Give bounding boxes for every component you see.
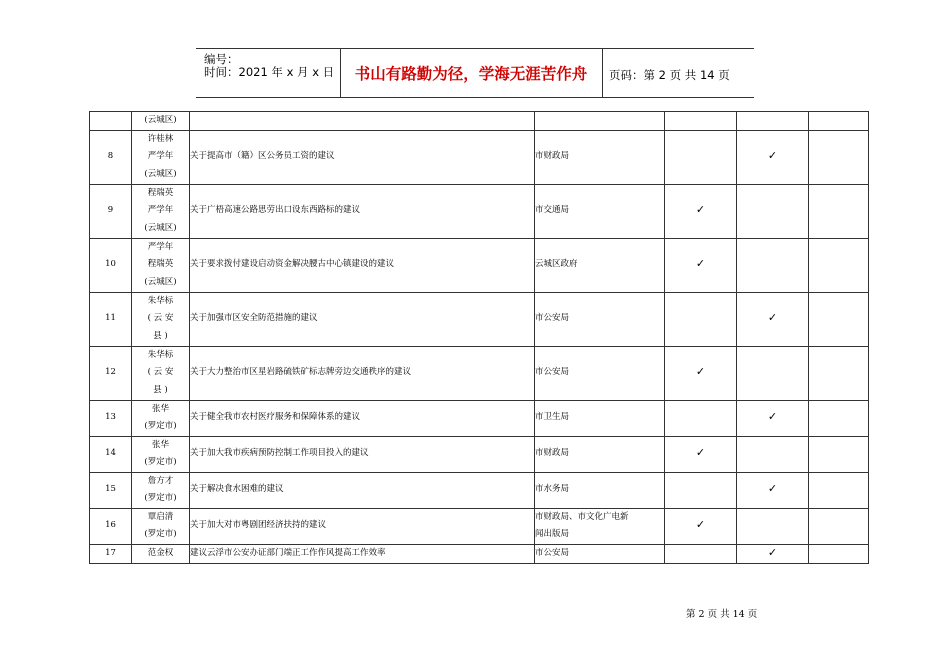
proposer-line: ( 云 安 — [147, 313, 174, 324]
check-cell — [665, 346, 737, 400]
handling-unit-line: 市公安局 — [535, 313, 570, 324]
checkmark-icon: ✓ — [767, 409, 778, 423]
table-row — [90, 292, 869, 346]
empty-cell — [809, 112, 869, 131]
proposer-line: (罗定市) — [144, 457, 177, 467]
footer-page-number: 第 2 页 共 14 页 — [686, 609, 758, 620]
handling-unit-cell — [535, 292, 665, 346]
proposer-line: 程瑞英 — [147, 187, 174, 198]
row-number: 17 — [90, 544, 132, 564]
checkmark-icon: ✓ — [767, 481, 778, 495]
empty-cell — [809, 544, 869, 564]
table-row — [90, 544, 869, 564]
proposer-cell — [132, 508, 190, 544]
handling-unit-line: 市卫生局 — [535, 412, 570, 423]
row-number: 12 — [90, 346, 132, 400]
check-cell — [665, 400, 737, 436]
table-row — [90, 508, 869, 544]
proposer-line: (罗定市) — [144, 493, 177, 503]
table-row — [90, 130, 869, 184]
proposer-line: (罗定市) — [144, 529, 177, 539]
handling-unit-line: 市交通局 — [535, 205, 570, 216]
checkmark-icon: ✓ — [695, 445, 706, 459]
proposer-line: (罗定市) — [144, 421, 177, 431]
proposer-line: 詹方才 — [147, 475, 174, 486]
proposal-title: 关于要求拨付建设启动资金解决腰古中心镇建设的建议 — [190, 238, 535, 292]
proposer-line: 严学年 — [147, 151, 174, 162]
check-cell — [737, 400, 809, 436]
check-cell — [665, 130, 737, 184]
check-cell — [665, 508, 737, 544]
proposer-line: 严学年 — [147, 205, 174, 216]
table-row — [90, 112, 869, 131]
handling-unit-cell — [535, 184, 665, 238]
handling-unit-cell — [535, 472, 665, 508]
checkmark-icon: ✓ — [695, 202, 706, 216]
check-cell — [665, 184, 737, 238]
row-number: 14 — [90, 436, 132, 472]
header-motto: 书山有路勤为径，学海无涯苦作舟 — [340, 49, 603, 97]
proposal-title: 关于广梧高速公路思劳出口设东西路标的建议 — [190, 184, 535, 238]
check-cell — [665, 292, 737, 346]
proposer-line: 县 ) — [153, 384, 168, 395]
proposal-title: 关于提高市（籍）区公务员工资的建议 — [190, 130, 535, 184]
header-meta — [196, 49, 341, 97]
table-row — [90, 472, 869, 508]
handling-unit-line: 市财政局 — [535, 448, 570, 459]
table-row — [90, 346, 869, 400]
table-row — [90, 238, 869, 292]
proposer-line: 程瑞英 — [147, 259, 174, 270]
proposer-cell — [132, 184, 190, 238]
check-cell — [737, 130, 809, 184]
handling-unit-cell — [535, 544, 665, 564]
proposer-line: 严学年 — [147, 241, 174, 252]
proposer-cell — [132, 472, 190, 508]
checkmark-icon: ✓ — [767, 545, 778, 559]
check-cell — [737, 184, 809, 238]
check-cell — [737, 436, 809, 472]
check-cell — [665, 238, 737, 292]
empty-cell — [809, 400, 869, 436]
proposer-line: (云城区) — [144, 222, 177, 233]
proposer-line: 张华 — [151, 439, 169, 450]
check-cell — [737, 112, 809, 131]
proposer-cell — [132, 436, 190, 472]
empty-cell — [809, 238, 869, 292]
checkmark-icon: ✓ — [695, 517, 706, 531]
handling-unit-line: 云城区政府 — [535, 259, 578, 270]
document-time-label: 时间：2021 年 x 月 x 日 — [204, 65, 335, 79]
proposer-line: 许桂林 — [147, 133, 174, 144]
proposal-title: 关于加大对市粤剧团经济扶持的建议 — [190, 508, 535, 544]
proposer-line: ( 云 安 — [147, 367, 174, 378]
checkmark-icon: ✓ — [767, 148, 778, 162]
proposer-line: 朱华标 — [147, 295, 174, 306]
header-page-label: 页码：第 2 页 共 14 页 — [609, 68, 730, 82]
row-number: 9 — [90, 184, 132, 238]
handling-unit-line: 市水务局 — [535, 484, 570, 495]
check-cell — [665, 544, 737, 564]
check-cell — [737, 472, 809, 508]
proposal-title — [190, 112, 535, 131]
proposal-title: 关于加强市区安全防范措施的建议 — [190, 292, 535, 346]
proposer-cell — [132, 238, 190, 292]
check-cell — [737, 238, 809, 292]
handling-unit-cell — [535, 346, 665, 400]
handling-unit-cell — [535, 436, 665, 472]
row-number: 15 — [90, 472, 132, 508]
proposer-cell — [132, 400, 190, 436]
proposer-line: (云城区) — [144, 276, 177, 287]
proposer-cell — [132, 112, 190, 131]
proposal-title: 关于健全我市农村医疗服务和保障体系的建议 — [190, 400, 535, 436]
proposer-line: 覃启清 — [147, 511, 174, 522]
empty-cell — [809, 436, 869, 472]
empty-cell — [809, 346, 869, 400]
handling-unit-line: 市公安局 — [535, 548, 570, 558]
table-row — [90, 184, 869, 238]
check-cell — [737, 292, 809, 346]
proposal-table — [89, 111, 869, 564]
proposer-line: 张华 — [151, 403, 169, 414]
checkmark-icon: ✓ — [695, 256, 706, 270]
handling-unit-cell — [535, 112, 665, 131]
checkmark-icon: ✓ — [695, 364, 706, 378]
check-cell — [665, 472, 737, 508]
handling-unit-line: 市财政局 — [535, 151, 570, 162]
check-cell — [665, 112, 737, 131]
proposal-title: 关于解决食水困难的建议 — [190, 472, 535, 508]
handling-unit-line: 闻出版局 — [535, 529, 570, 539]
empty-cell — [809, 292, 869, 346]
handling-unit-line: 市财政局、市文化广电新 — [535, 511, 629, 522]
row-number: 10 — [90, 238, 132, 292]
page-header — [196, 48, 754, 98]
row-number: 11 — [90, 292, 132, 346]
proposer-line: 朱华标 — [147, 349, 174, 360]
empty-cell — [809, 130, 869, 184]
table-row — [90, 436, 869, 472]
row-number: 16 — [90, 508, 132, 544]
handling-unit-cell — [535, 238, 665, 292]
row-number: 13 — [90, 400, 132, 436]
handling-unit-cell — [535, 130, 665, 184]
proposer-cell — [132, 346, 190, 400]
proposal-title: 关于大力整治市区星岩路硫铁矿标志牌旁边交通秩序的建议 — [190, 346, 535, 400]
proposer-line: (云城区) — [144, 168, 177, 179]
proposal-title: 关于加大我市疾病预防控制工作项目投入的建议 — [190, 436, 535, 472]
proposer-cell — [132, 130, 190, 184]
check-cell — [737, 544, 809, 564]
handling-unit-line: 市公安局 — [535, 367, 570, 378]
empty-cell — [809, 184, 869, 238]
handling-unit-cell — [535, 508, 665, 544]
check-cell — [737, 508, 809, 544]
row-number: 8 — [90, 130, 132, 184]
proposer-cell — [132, 544, 190, 564]
checkmark-icon: ✓ — [767, 310, 778, 324]
proposal-title: 建议云浮市公安办证部门端正工作作风提高工作效率 — [190, 544, 535, 564]
check-cell — [665, 436, 737, 472]
proposer-cell — [132, 292, 190, 346]
handling-unit-cell — [535, 400, 665, 436]
proposer-line: (云城区) — [144, 115, 177, 125]
empty-cell — [809, 508, 869, 544]
proposer-line: 范金权 — [147, 548, 174, 558]
proposer-line: 县 ) — [153, 330, 168, 341]
table-row — [90, 400, 869, 436]
empty-cell — [809, 472, 869, 508]
document-number-label: 编号： — [204, 52, 239, 66]
check-cell — [737, 346, 809, 400]
row-number — [90, 112, 132, 131]
